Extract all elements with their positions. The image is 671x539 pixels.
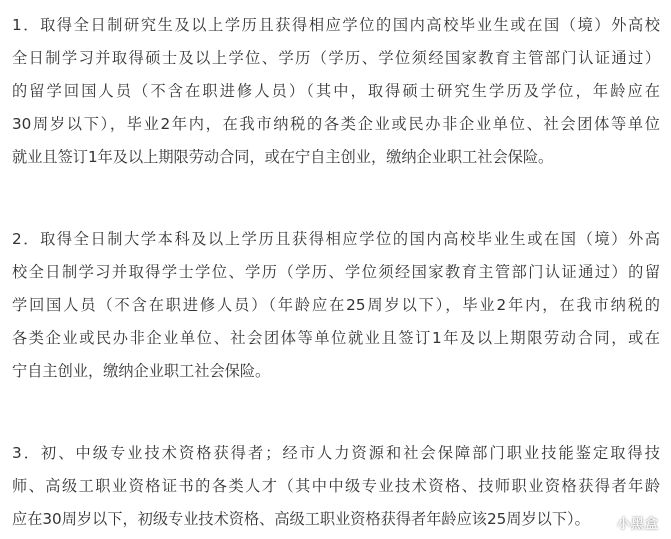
paragraph-2-line-3: 学回国人员（不含在职进修人员）（年龄应在25周岁以下），毕业2年内，在我市纳税的 [12,296,660,314]
watermark-logo: 小黑盒 [616,516,659,532]
paragraph-spacer [12,388,660,437]
paragraph-1-line-4: 30周岁以下），毕业2年内，在我市纳税的各类企业或民办非企业单位、社会团体等单位 [12,115,660,133]
paragraph-2-line-1: 2．取得全日制大学本科及以上学历且获得相应学位的国内高校毕业生或在国（境）外高 [12,230,660,248]
paragraph-3 [12,437,660,536]
paragraph-2-line-2: 校全日制学习并取得学士学位、学历（学历、学位须经国家教育主管部门认证通过）的留 [12,263,660,281]
paragraph-3-line-3: 应在30周岁以下，初级专业技术资格、高级工职业资格获得者年龄应该25周岁以下）。 [12,510,590,528]
paragraph-1-line-5: 就业且签订1年及以上期限劳动合同，或在宁自主创业，缴纳企业职工社会保险。 [12,148,554,166]
paragraph-spacer [12,174,660,223]
paragraph-2-line-4: 各类企业或民办非企业单位、社会团体等单位就业且签订1年及以上期限劳动合同，或在 [12,329,660,347]
paragraph-1-line-2: 全日制学习并取得硕士及以上学位、学历（学历、学位须经国家教育主管部门认证通过） [12,49,660,67]
paragraph-3-line-1: 3．初、中级专业技术资格获得者；经市人力资源和社会保障部门职业技能鉴定取得技 [12,444,660,462]
paragraph-2-line-5: 宁自主创业，缴纳企业职工社会保险。 [12,362,271,380]
paragraph-3-line-2: 师、高级工职业资格证书的各类人才（其中中级专业技术资格、技师职业资格获得者年龄 [12,477,660,495]
paragraph-1-line-3: 的留学回国人员（不含在职进修人员）（其中，取得硕士研究生学历及学位，年龄应在 [12,82,660,100]
paragraph-1 [12,9,660,174]
paragraph-1-line-1: 1．取得全日制研究生及以上学历且获得相应学位的国内高校毕业生或在国（境）外高校 [12,16,660,34]
document-body [12,0,660,536]
paragraph-2 [12,223,660,388]
